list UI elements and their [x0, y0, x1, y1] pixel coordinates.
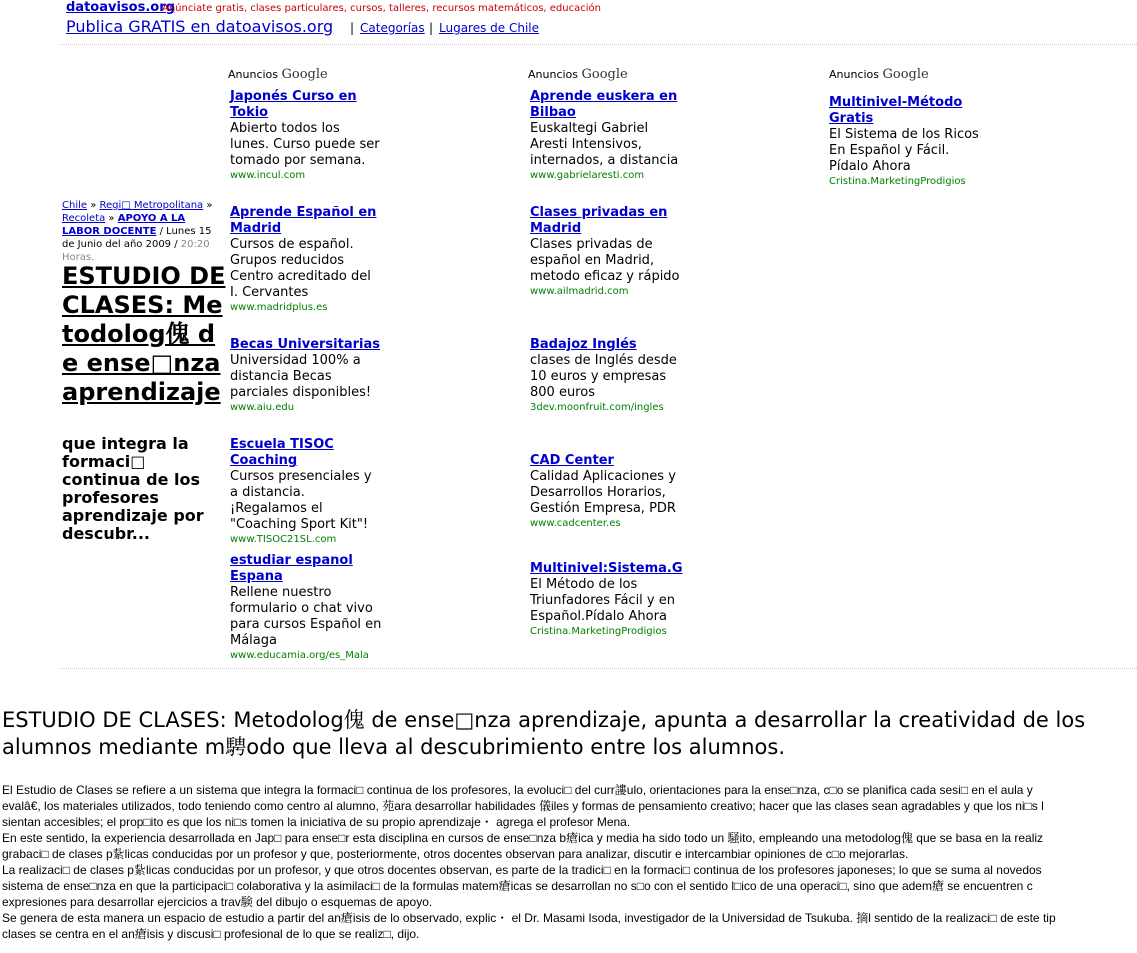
ad-item — [530, 561, 682, 639]
ad-item — [530, 205, 682, 299]
places-chile-link[interactable]: Lugares de Chile — [439, 21, 540, 35]
google-logo-icon: Google — [882, 67, 929, 82]
article-body-line: El Estudio de Clases se refiere a un sistema que integra la formaci□ continua de los profesores, la evoluci□ del curr謱ulo, orientaciones para la ense□nza, c□o se planifica cada sesi□ en el aula y — [2, 783, 1033, 797]
ad-title-link[interactable]: Multinivel:Sistema.G — [530, 561, 683, 576]
publish-free-link[interactable]: Publica GRATIS en datoavisos.org — [66, 17, 334, 36]
ad-url[interactable]: www.incul.com — [230, 170, 306, 181]
google-logo-icon: Google — [581, 67, 628, 82]
ad-url[interactable]: www.TISOC21SL.com — [230, 534, 337, 545]
ad-url[interactable]: 3dev.moonfruit.com/ingles — [530, 402, 664, 413]
divider — [60, 668, 1137, 669]
ad-title-link[interactable]: Escuela TISOC Coaching — [230, 437, 334, 468]
article-body-line: evalâ€, los materiales utilizados, todo teniendo como centro al alumno, 苑ara desarrollar habilidades 儀iles y formas de pensamiento creativo; hacer que las clases sean agradables y que los ni□s l — [2, 799, 1044, 813]
header-separator: | — [350, 21, 355, 35]
ad-text: Clases privadas de español en Madrid, metodo eficaz y rápido — [530, 237, 680, 284]
ads-by-google-label[interactable] — [829, 67, 929, 82]
ad-item — [530, 89, 682, 183]
ad-text: Cursos presenciales y a distancia. ¡Regalamos el "Coaching Sport Kit"! — [230, 469, 372, 532]
ad-title-link[interactable]: Aprende euskera en Bilbao — [530, 89, 678, 120]
ad-url[interactable]: www.gabrielaresti.com — [530, 170, 645, 181]
ad-text: El Método de los Triunfadores Fácil y en Español.Pídalo Ahora — [530, 577, 675, 624]
ads-label-prefix: Anuncios — [228, 68, 279, 81]
site-link[interactable]: datoavisos.org — [66, 0, 175, 15]
article-headline-line: ESTUDIO DE CLASES: Metodolog傀 de ense□nza aprendizaje, apunta a desarrollar la creatividad de los — [2, 708, 1086, 732]
article-body — [2, 782, 1137, 942]
article-headline — [2, 707, 1137, 761]
article-body-line: expresiones para desarrollar ejercicios a trav験 del dibujo o esquemas de apoyo. — [2, 895, 433, 909]
ad-url[interactable]: www.educamia.org/es_Mala — [230, 650, 369, 661]
ad-text: Cursos de español. Grupos reducidos Centro acreditado del I. Cervantes — [230, 237, 371, 300]
article-body-line: La realizaci□ de clases p紥licas conducidas por un profesor, y que otros docentes observan, es parte de la tradici□ en la formaci□ continua de los profesores japoneses; lo que se suma al novedos — [2, 863, 1042, 877]
ad-text: clases de Inglés desde 10 euros y empresas 800 euros — [530, 353, 677, 400]
ad-text: Abierto todos los lunes. Curso puede ser tomado por semana. — [230, 121, 380, 168]
ad-text: Rellene nuestro formulario o chat vivo para cursos Español en Málaga — [230, 585, 382, 648]
breadcrumb-region[interactable]: Regi□ Metropolitana — [99, 200, 204, 211]
divider — [60, 44, 1137, 45]
ad-text: El Sistema de los Ricos En Español y Fácil. Pídalo Ahora — [829, 127, 979, 174]
ad-title-link[interactable]: Japonés Curso en Tokio — [230, 89, 357, 120]
ads-by-google-label[interactable] — [528, 67, 628, 82]
article-body-line: clases se centra en el an瘡isis y discusi□ profesional de lo que se realiz□, dijo. — [2, 927, 420, 941]
ad-title-link[interactable]: Multinivel-Método Gratis — [829, 95, 963, 126]
article-headline-line: alumnos mediante m騁odo que lleva al descubrimiento entre los alumnos. — [2, 735, 786, 759]
breadcrumb-city[interactable]: Recoleta — [62, 213, 106, 224]
ad-item — [230, 89, 382, 183]
publish-date: / Lunes 15 de Junio del año 2009 / — [62, 226, 212, 250]
ad-item — [829, 95, 981, 189]
article-body-line: sistema de ense□nza en que la participaci□ colaborativa y la asimilaci□ de la formulas matem瘡icas se desarrollan no s□o con el sentido l□ico de una operaci□, sino que adem瘡 se encuentren c — [2, 879, 1033, 893]
ad-text: Calidad Aplicaciones y Desarrollos Horarios, Gestión Empresa, PDR — [530, 469, 676, 516]
breadcrumb-chile[interactable]: Chile — [62, 200, 88, 211]
ad-url[interactable]: www.madridplus.es — [230, 302, 328, 313]
article-lead: que integra la formaci□ continua de los profesores aprendizaje por descubr... — [62, 434, 204, 543]
ad-title-link[interactable]: Aprende Español en Madrid — [230, 205, 377, 236]
ad-url[interactable]: Cristina.MarketingProdigios — [530, 626, 667, 637]
ad-item — [230, 205, 382, 315]
google-logo-icon: Google — [281, 67, 328, 82]
article-title-link[interactable]: ESTUDIO DE CLASES: Metodolog傀 de ense□nza aprendizaje — [62, 262, 226, 406]
ad-title-link[interactable]: estudiar espanol Espana — [230, 553, 353, 584]
ad-item — [230, 337, 382, 415]
site-tagline: Anúnciate gratis, clases particulares, cursos, talleres, recursos matemáticos, educación — [162, 3, 601, 14]
ad-text: Universidad 100% a distancia Becas parciales disponibles! — [230, 353, 372, 400]
ad-item — [230, 437, 382, 547]
ad-url[interactable]: www.aiu.edu — [230, 402, 295, 413]
ads-label-prefix: Anuncios — [829, 68, 880, 81]
ad-item — [230, 553, 382, 663]
ad-url[interactable]: www.cadcenter.es — [530, 518, 621, 529]
ad-item — [530, 453, 682, 531]
header-separator: | — [429, 21, 434, 35]
ad-text: Euskaltegi Gabriel Aresti Intensivos, internados, a distancia — [530, 121, 679, 168]
ad-url[interactable]: www.ailmadrid.com — [530, 286, 629, 297]
ad-title-link[interactable]: Badajoz Inglés — [530, 337, 637, 352]
publish-time: 20:20 Horas. — [62, 239, 210, 263]
article-body-line: En este sentido, la experiencia desarrollada en Jap□ para ense□r esta disciplina en cursos de ense□nza b瘡ica y media ha sido todo un 騒ito, empleando una metodolog傀 que se basa en la realiz — [2, 831, 1044, 845]
ads-label-prefix: Anuncios — [528, 68, 579, 81]
categories-link[interactable]: Categorías — [360, 21, 425, 35]
article-body-line: Se genera de esta manera un espacio de estudio a partir del an瘡isis de lo observado, explic・ el Dr. Masami Isoda, investigador de la Universidad de Tsukuba. 摘l sentido de la realizaci□ de este tip — [2, 911, 1056, 925]
ads-by-google-label[interactable] — [228, 67, 328, 82]
ad-item — [530, 337, 682, 415]
breadcrumb: Chile » Regi□ Metropolitana » Recoleta » APOYO A LA LABOR DOCENTE / Lunes 15 de Junio del año 2009 / 20:20 Horas. — [62, 200, 213, 263]
ad-title-link[interactable]: Clases privadas en Madrid — [530, 205, 668, 236]
ad-title-link[interactable]: CAD Center — [530, 453, 614, 468]
ad-title-link[interactable]: Becas Universitarias — [230, 337, 380, 352]
breadcrumb-section[interactable]: APOYO A LA LABOR DOCENTE — [62, 213, 186, 237]
article-body-line: grabaci□ de clases p紥licas conducidas por un profesor y que, posteriormente, otros docentes observan para analizar, discutir e intercambiar opiniones de c□o mejorarlas. — [2, 847, 909, 861]
article-body-line: sientan accesibles; el prop□ito es que los ni□s tomen la iniciativa de su propio aprendizaje・ agrega el profesor Mena. — [2, 815, 631, 829]
ad-url[interactable]: Cristina.MarketingProdigios — [829, 176, 966, 187]
